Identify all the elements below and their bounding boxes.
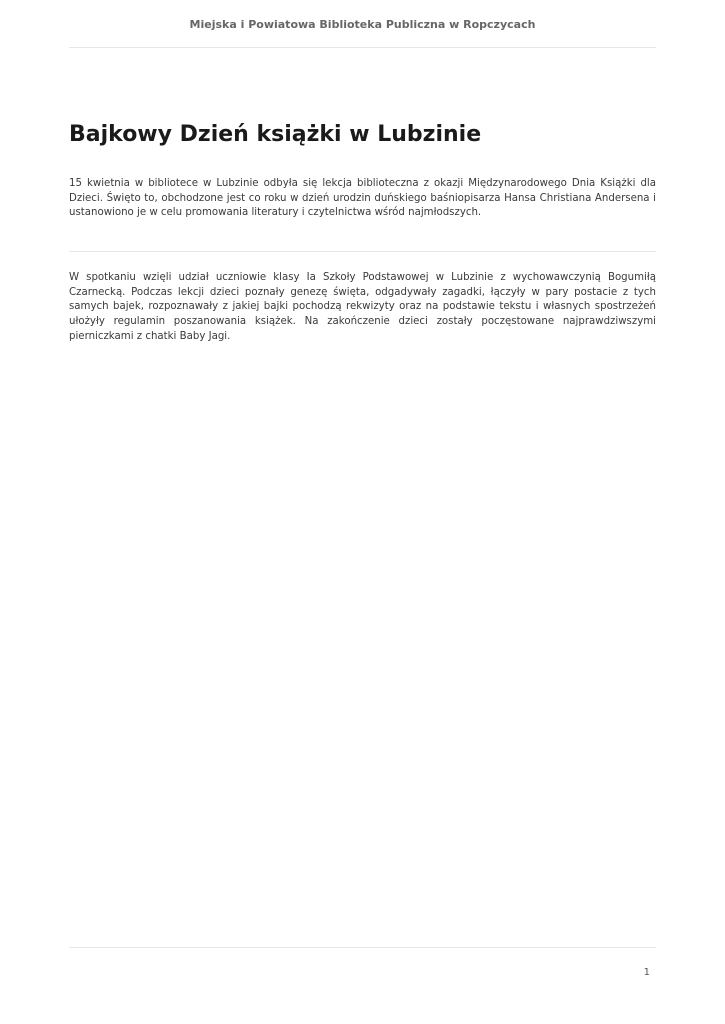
page-number: 1	[643, 967, 650, 978]
header-divider	[69, 47, 656, 48]
page-header-library-name: Miejska i Powiatowa Biblioteka Publiczna w Ropczycach	[189, 18, 536, 31]
article-paragraph-body: W spotkaniu wzięli udział uczniowie klasy Ia Szkoły Podstawowej w Lubzinie z wychowawczynią Bogumiłą Czarnecką. Podczas lekcji dzieci poznały genezę święta, odgadywały zagadki, łączyły w pary postacie z tych samych bajek, rozpoznawały z jakiej bajki pochodzą rekwizyty oraz na podstawie tekstu i własnych spostrzeżeń ułożyły regulamin poszanowania książek. Na zakończenie dzieci zostały poczęstowane najprawdziwszymi pierniczkami z chatki Baby Jagi.	[69, 272, 656, 342]
footer-divider	[69, 947, 656, 948]
section-divider	[69, 251, 656, 252]
article-paragraph-intro: 15 kwietnia w bibliotece w Lubzinie odbyła się lekcja biblioteczna z okazji Międzynarodowego Dnia Książki dla Dzieci. Święto to, obchodzone jest co roku w dzień urodzin duńskiego baśniopisarza Hansa Christiana Andersena i ustanowiono je w celu promowania literatury i czytelnictwa wśród najmłodszych.	[69, 178, 656, 219]
article-title: Bajkowy Dzień książki w Lubzinie	[69, 122, 482, 147]
